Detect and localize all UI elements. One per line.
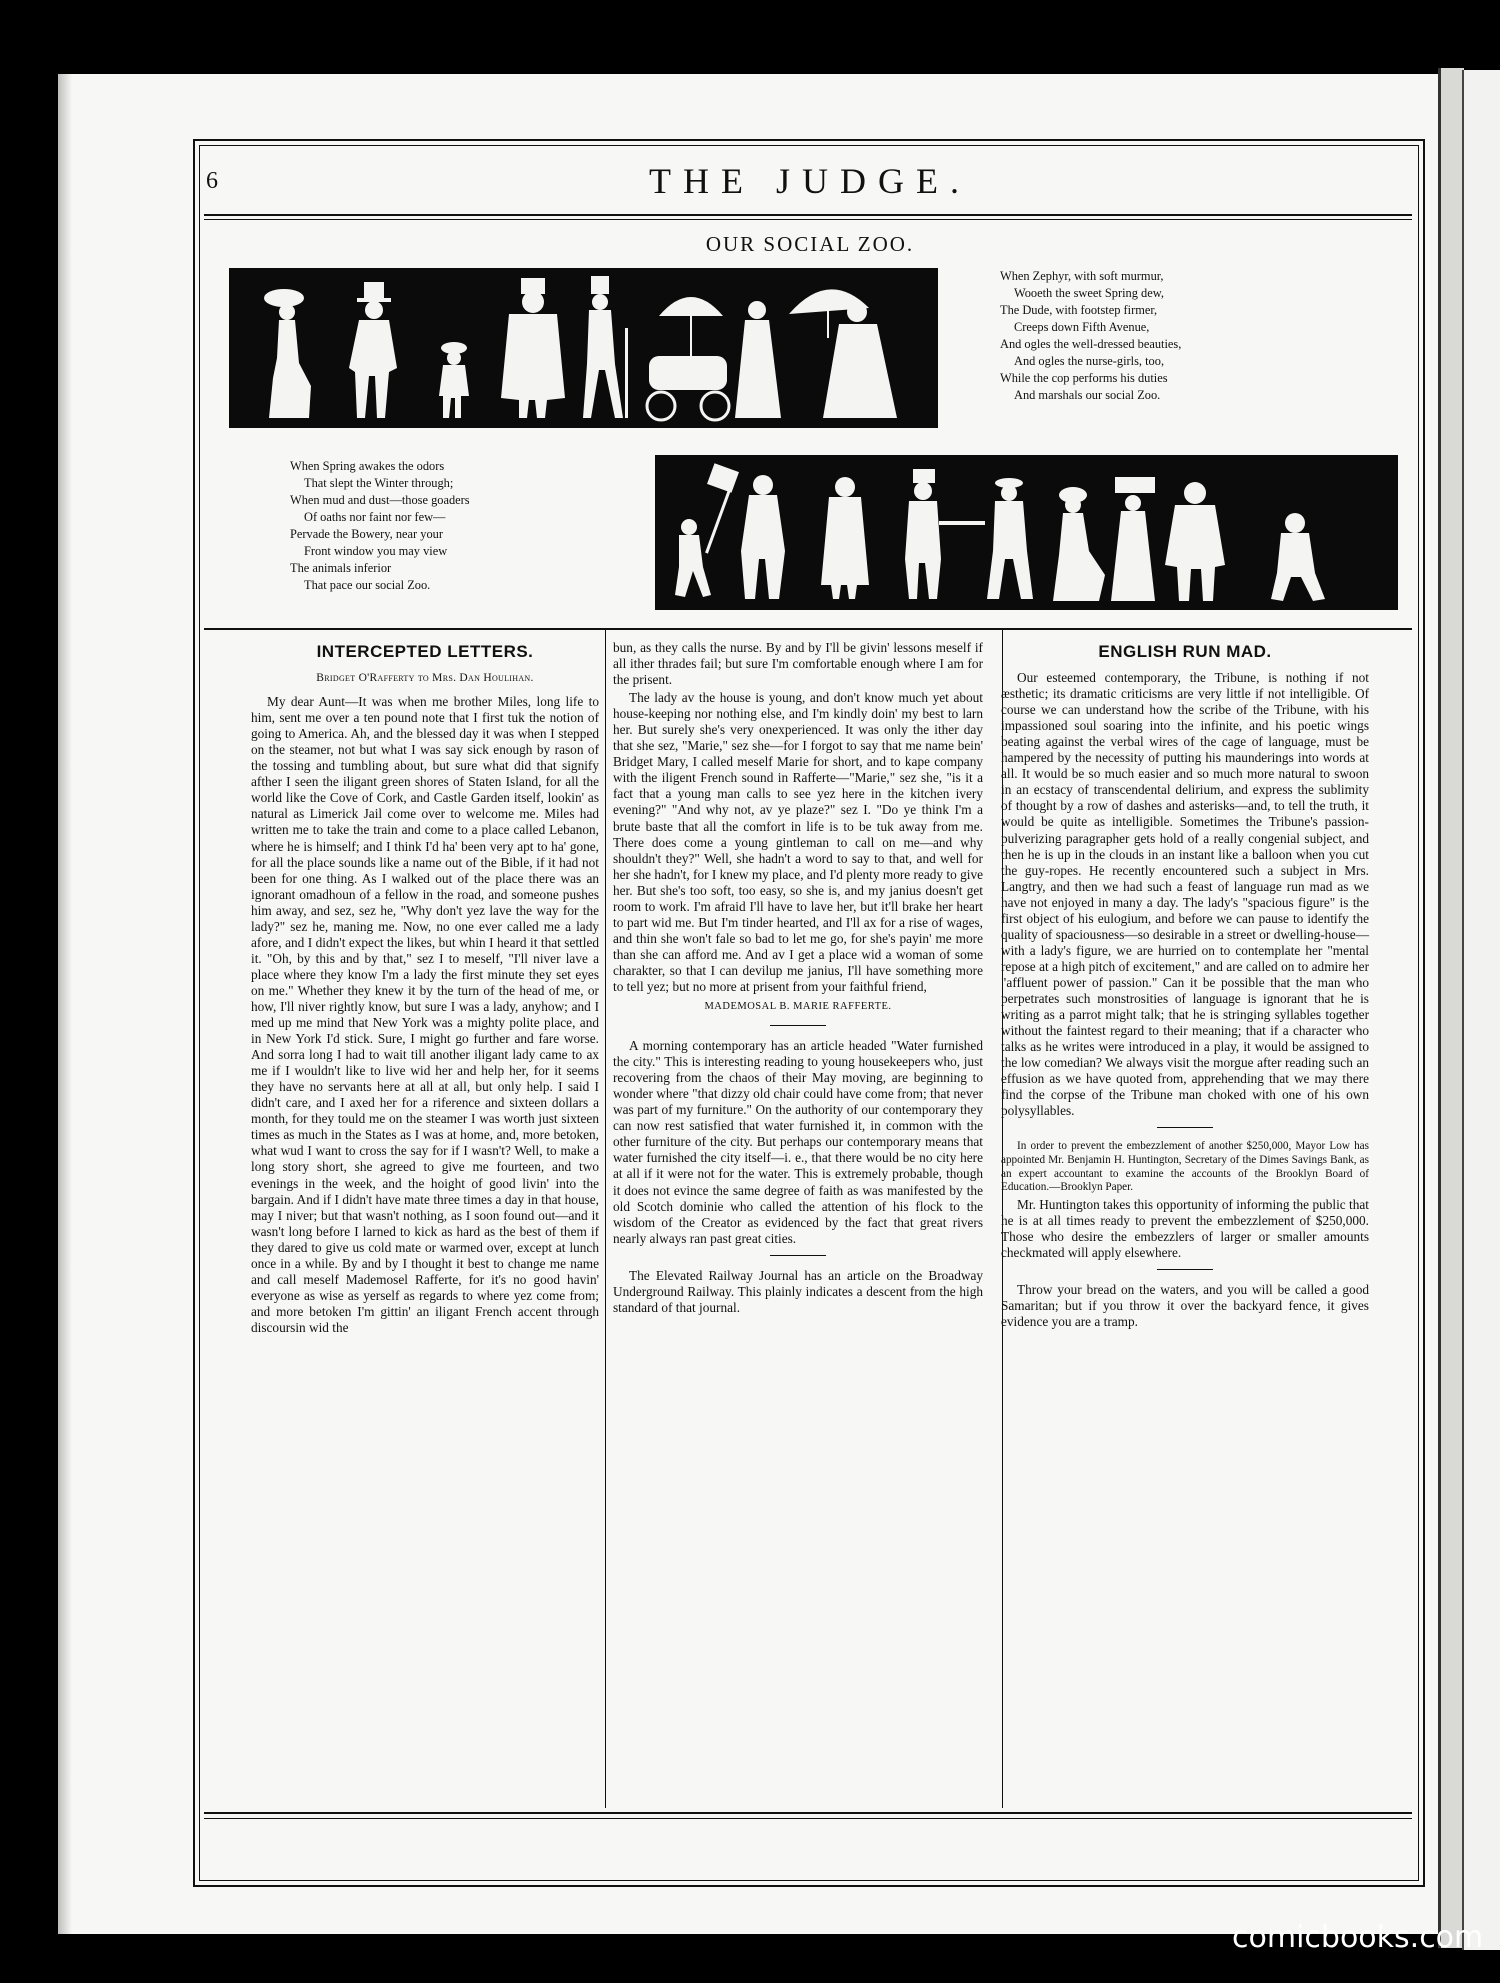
section-title: OUR SOCIAL ZOO. bbox=[705, 232, 915, 256]
poem-line: Front window you may view bbox=[304, 544, 448, 558]
page-number: 6 bbox=[206, 168, 218, 194]
footer-rule-thin bbox=[204, 1818, 1412, 1819]
article-paragraph: Mr. Huntington takes this opportunity of informing the public that he is at all times ready to prevent the embezzlement of $250,000. Those who desire the embezzlers of larger or smaller amounts checkmated will apply elsewhere. bbox=[1001, 1196, 1369, 1260]
page-edge bbox=[1438, 68, 1464, 1948]
poem-fifth-avenue bbox=[1000, 268, 1181, 404]
poem-line: When Zephyr, with soft murmur, bbox=[1000, 269, 1164, 283]
column-middle bbox=[613, 640, 983, 1318]
footer-rule bbox=[204, 1812, 1412, 1814]
masthead: THE JUDGE. bbox=[649, 161, 971, 201]
silhouette-illustration-fifth-avenue bbox=[229, 268, 938, 428]
column-intercepted-letters bbox=[251, 640, 599, 1338]
poem-line: That slept the Winter through; bbox=[304, 476, 454, 490]
letter-signature: MADEMOSAL B. MARIE RAFFERTE. bbox=[704, 1001, 892, 1013]
divider bbox=[770, 1025, 826, 1026]
silhouette-illustration-bowery bbox=[655, 455, 1398, 610]
watermark: comicbooks.com bbox=[1232, 1920, 1484, 1955]
column-rule bbox=[605, 628, 606, 1808]
article-heading: INTERCEPTED LETTERS. bbox=[316, 642, 534, 661]
poem-line: The animals inferior bbox=[290, 561, 392, 575]
article-paragraph: My dear Aunt—It was when me brother Miles, long life to him, sent me over a ten pound note that I first tuk the notion of going to America. Ah, and the blessed day it was when I stepped on the steamer, not but what I was say sick enough by rason of the tossing and tumbling about, but sure what did that signify afther I seen the iligant green shores of Staten Island, for all the world like the Cove of Cork, and Castle Garden itself, lookin' as natural as Limerick Jail come over to welcome me. Miles had written me to take the train and come to a place called Lebanon, where he is himself; and I think I'd ha' been very apt to ha' gone, for all the place sounds like a name out of the Bible, if it had not been for one thing. As I walked out of the place there was an ignorant omadhoun of a fellow in the road, and someone pushes him away, and sez, sez he, "Why don't yez lave the way for the lady?" sez he, maning me. Now, no one ever called me a lady afore, and I didn't expect the likes, but whin I heard it that settled it. "Oh, by this and by that," sez I to meself, "I'll niver lave a place where they know I'm a lady the first minute they set eyes on me." Whether they knew it by the turn of the head of me, or how, I'll niver rightly know, but sure I was a lady, anyhow; and I med up me mind that New York was a mighty polite place, and in New York I'd stick. Sure, I might go further and fare worse. And sorra long I had to wait till another iligant lady came to ax me if I wouldn't like to live wid her and help her, for it seems they have no servants here at all at all, but only help. I said I didn't care, and I axed her for a riference and sixteen dollars a month, for they tould me on the steamer I was worth just sixteen times as much in the States as I was at home, and, more betoken, what wud I want to cross the say for if I wasn't? Well, to make a long story short, she agreed to give me fourteen, and two evenings in the week, and the hoight of good livin' into the bargain. And if I didn't have mate three times a day in that house, may I niver; but that wasn't nothing, as I soon found out—and it wasn't long before I larned to kick as hard as the best of them if they dared to give us cold mate or warmed over, except at lunch once in a while. By and by I thought it best to change me name and call meself Mademosel Rafferte, for it's no good havin' everyone as wise as yerself as regards to where yez come from; and more betoken I'm gittin' an iligant French accent through discoursin wid the bbox=[251, 694, 599, 1335]
divider bbox=[1157, 1127, 1213, 1128]
poem-line: Pervade the Bowery, near your bbox=[290, 527, 443, 541]
poem-line: Creeps down Fifth Avenue, bbox=[1014, 320, 1150, 334]
article-paragraph: bun, as they calls the nurse. By and by I'll be givin' lessons meself if all ither thrades fail; but sure I'm comfortable enough where I am for the prisent. bbox=[613, 640, 983, 688]
article-byline: Bridget O'Rafferty to Mrs. Dan Houlihan. bbox=[316, 672, 534, 685]
divider bbox=[1157, 1269, 1213, 1270]
poem-line: And ogles the well-dressed beauties, bbox=[1000, 337, 1182, 351]
divider bbox=[770, 1255, 826, 1256]
section-rule bbox=[204, 628, 1412, 630]
article-paragraph: Our esteemed contemporary, the Tribune, is nothing if not æsthetic; its dramatic criticisms are very little if not intelligible. Of course we can understand how the scribe of the Tribune, with his impassioned soul soaring into the infinite, and his poetic wings beating against the verbal wires of the cage of language, must be hampered by the necessity of putting his maunderings into words at all. It would be so much easier and so much more natural to swoon in an ecstacy of transcendental delirium, and express the sublimity of thought by a row of dashes and asterisks—and, to tell the truth, it would be quite as intelligible. Sometimes the Tribune's passion-pulverizing paragrapher gets hold of a really congenial subject, and then he is up in the clouds in an instant like a balloon when you cut the guy-ropes. He recently encountered such a subject in Mrs. Langtry, and then we had such a feast of language run mad as we have not enjoyed in many a day. The lady's "spacious figure" is the first object of his eulogium, and before we can pause to identify the quality of spaciousness—so desirable in a street or dwelling-house—with a lady's figure, we are hurried on to contemplate her "mental repose at a high pitch of excitement," and are called on to admire her "affluent power of passion." Can it be possible that the man who perpetrates such monstrosities of language is ignorant that he is writing as a parrot might talk; that he is stringing syllables together without the faintest regard to their meaning; that if a character who talks as he writes were introduced in a play, it would be assigned to the low comedian? We always visit the morgue after reading such an effusion as we have quoted from, apprehending that we may there find the corpse of the Tribune man choked with one of his own polysyllables. bbox=[1001, 670, 1369, 1119]
article-heading: ENGLISH RUN MAD. bbox=[1098, 642, 1272, 661]
column-english-run-mad bbox=[1001, 640, 1369, 1332]
poem-line: While the cop performs his duties bbox=[1000, 371, 1168, 385]
masthead-rule bbox=[204, 214, 1412, 216]
poem-line: When mud and dust—those goaders bbox=[290, 493, 470, 507]
poem-line: That pace our social Zoo. bbox=[304, 578, 431, 592]
article-paragraph: The lady av the house is young, and don't know much yet about house-keeping nor nothing else, and I'm kindly doin' my best to larn her. But surely she's very onexperienced. It was only the ither day that she sez, "Marie," sez she—for I forgot to say that me name bein' Bridget Mary, I called meself Marie for short, and to kape company with the iligent French sound in Rafferte—"Marie," sez she, "is it a fact that a young man calls to see yez here in the kitchen ivery evening?" "And why not, av ye plaze?" sez I. "Do ye think I'm a brute baste that all the comfort in life is to be tuk away from me. There does come a young gintleman to call on me—and why shouldn't they?" Well, she hadn't a word to say to that, and well for her she hadn't, for I knew my place, and I'd plenty more ready to give her. But she's too soft, too easy, so she is, and my janius doesn't get room to work. I'm afraid I'll have to lave her, but it'll brake her heart to part wid me. But I'm tinder hearted, and I'll ax for a rise of wages, and thin she won't fale so bad to let me go, for she's payin' me more than she can afford me. And av I get a place wid a woman of some charakter, so that I can devilup me janius, I'll have something more to tell yez; but no more at prisent from your faithful friend, bbox=[613, 690, 983, 994]
poem-line: And ogles the nurse-girls, too, bbox=[1014, 354, 1165, 368]
poem-line: Of oaths nor faint nor few— bbox=[304, 510, 446, 524]
poem-bowery bbox=[290, 458, 470, 594]
silhouette-figures-1 bbox=[229, 268, 938, 428]
article-paragraph-railway: The Elevated Railway Journal has an article on the Broadway Underground Railway. This plainly indicates a descent from the high standard of that journal. bbox=[613, 1267, 983, 1315]
masthead-rule-thin bbox=[204, 219, 1412, 220]
article-paragraph-water: A morning contemporary has an article headed "Water furnished the city." This is interesting reading to young housekeepers who, just recovering from the chaos of their May moving, are beginning to wonder where "that dizzy old chair could have come from; that never was part of my furniture." On the authority of our contemporary they can now rest satisfied that water furnished it, in common with the other furniture of the city. But perhaps our contemporary means that water furnished the city itself—i. e., that there would be no city here at all if it were not for the water. This is extremely probable, though it does not evince the same degree of faith as was manifested by the old Scotch dominie who called the attention of his flock to the wisdom of the Creator as evidenced by the fact that great rivers nearly always ran past great cities. bbox=[613, 1038, 983, 1246]
poem-line: The Dude, with footstep firmer, bbox=[1000, 303, 1158, 317]
next-page-edge bbox=[1462, 70, 1500, 1950]
poem-line: When Spring awakes the odors bbox=[290, 459, 445, 473]
poem-line: And marshals our social Zoo. bbox=[1014, 388, 1161, 402]
article-paragraph: Throw your bread on the waters, and you will be called a good Samaritan; but if you throw it over the backyard fence, it gives evidence you are a tramp. bbox=[1001, 1281, 1369, 1330]
poem-line: Wooeth the sweet Spring dew, bbox=[1014, 286, 1164, 300]
silhouette-figures-2 bbox=[655, 455, 1398, 610]
article-quote-brooklyn-paper: In order to prevent the embezzlement of another $250,000, Mayor Low has appointed Mr. Benjamin H. Huntington, Secretary of the Dimes Savings Bank, as an expert accountant to examine the accounts of the Brooklyn Board of Education.—Brooklyn Paper. bbox=[1001, 1140, 1369, 1194]
page-gutter-shadow bbox=[58, 74, 72, 1934]
